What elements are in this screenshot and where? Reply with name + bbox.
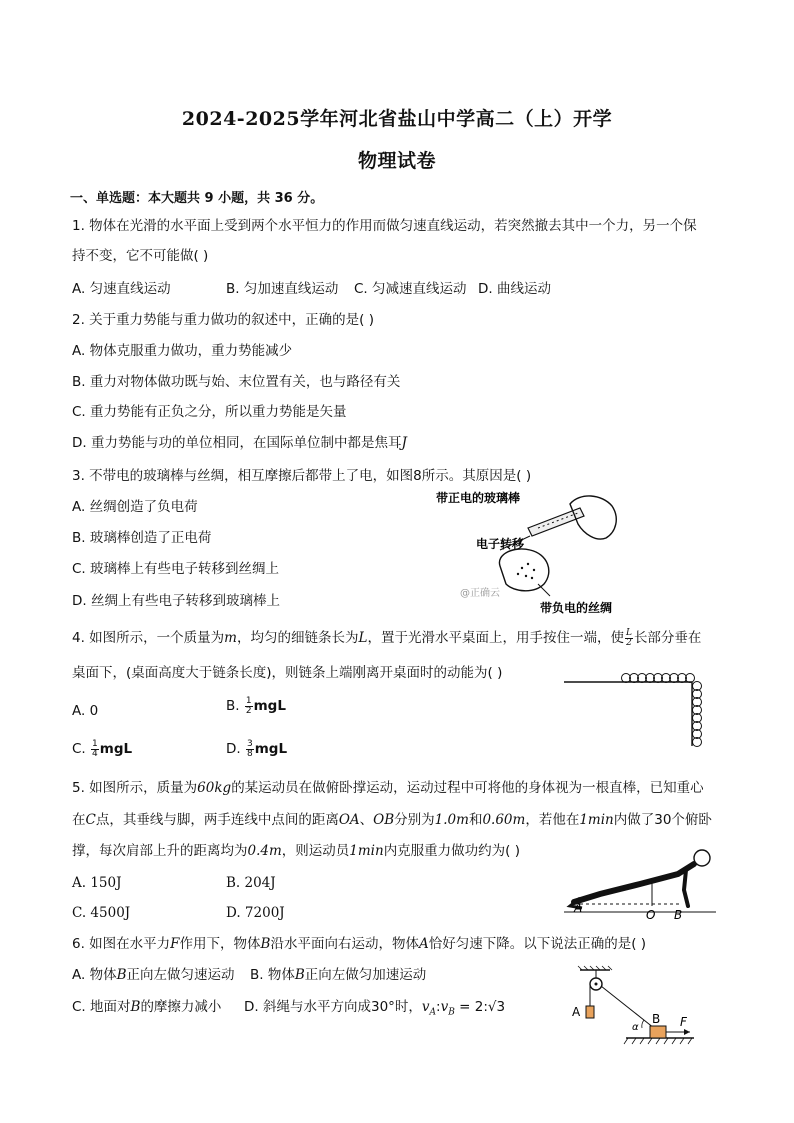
q3-option-d: D. 丝绸上有些电子转移到玻璃棒上 (72, 593, 280, 609)
block-a (586, 1006, 594, 1018)
q5-option-a: A. 150J (72, 875, 122, 891)
chain-hanging (693, 682, 702, 747)
left-hand-silk (499, 549, 548, 591)
q4-figure-chain (560, 668, 720, 748)
q4-fraction-half-L: $\frac{L}{2}$ (625, 627, 632, 648)
rope-b (601, 986, 654, 1028)
section-heading: 一、单选题：本大题共 9 小题，共 36 分。 (70, 191, 324, 206)
q5-stem-line3: 撑，每次肩部上升的距离均为0.4m，则运动员1min内克服重力做功约为( ) (72, 843, 521, 859)
q6-option-a: A. 物体B正向左做匀速运动 (72, 967, 235, 983)
q1-stem-line2: 持不变，它不可能做( ) (72, 248, 209, 264)
q2-option-d: D. 重力势能与功的单位相同，在国际单位制中都是焦耳J (72, 435, 407, 451)
exam-title-line1: 2024-2025学年河北省盐山中学高二（上）开学 (181, 108, 613, 130)
q1-stem-line1: 1. 物体在光滑的水平面上受到两个水平恒力的作用而做匀速直线运动，若突然撤去其中一个力，另一个保 (72, 218, 697, 234)
q1-option-d: D. 曲线运动 (478, 281, 551, 297)
athlete-body (574, 864, 694, 902)
q2-option-b: B. 重力对物体做功既与始、末位置有关，也与路径有关 (72, 374, 401, 390)
q4-option-d: D. $\frac{3}{8}$ mgL (226, 738, 288, 759)
q1-option-a: A. 匀速直线运动 (72, 281, 171, 297)
q3-option-c: C. 玻璃棒上有些电子转移到丝绸上 (72, 561, 280, 577)
q6-figure-pulley (566, 964, 706, 1046)
q1-option-c: C. 匀减速直线运动 (354, 281, 467, 297)
q5-option-b: B. 204J (226, 875, 276, 891)
q3-figure-glass-rod-silk (430, 488, 630, 616)
q3-watermark: @正确云 (460, 588, 500, 599)
label-alpha: α (632, 1022, 639, 1033)
q6-option-c: C. 地面对B的摩擦力减小 (72, 999, 222, 1015)
exam-title-line2: 物理试卷 (357, 150, 436, 172)
block-b (650, 1026, 666, 1038)
q6-option-b: B. 物体B正向左做匀加速运动 (250, 967, 427, 983)
label-block-a: A (572, 1005, 581, 1019)
label-block-b: B (652, 1012, 661, 1026)
label-a: A (574, 901, 583, 915)
q5-stem-line1: 5. 如图所示，质量为60kg的某运动员在做俯卧撑运动，运动过程中可将他的身体视为一根直棒，已知重心 (72, 780, 704, 796)
athlete-head (694, 850, 710, 866)
chain-horizontal (622, 674, 695, 683)
q3-option-a: A. 丝绸创造了负电荷 (72, 499, 198, 515)
q6-option-d: D. 斜绳与水平方向成30°时，$v_A:v_B$ = 2:√3 (244, 999, 506, 1018)
q5-stem-line2: 在C点，其垂线与脚，两手连线中点间的距离OA、OB分别为1.0m和0.60m，若他在1min内做了30个俯卧 (72, 812, 712, 828)
q5-option-d: D. 7200J (226, 905, 285, 921)
q3-label-silk: 带负电的丝绸 (540, 601, 613, 615)
q4-option-a: A. 0 (72, 703, 99, 719)
q1-option-b: B. 匀加速直线运动 (226, 281, 339, 297)
label-force-f: F (680, 1015, 687, 1029)
q3-label-rod: 带正电的玻璃棒 (436, 491, 521, 505)
q2-option-a: A. 物体克服重力做功，重力势能减少 (72, 343, 293, 359)
label-b: B (674, 908, 683, 920)
glass-rod (528, 508, 584, 536)
q3-label-transfer: 电子转移 (476, 537, 525, 551)
q3-stem: 3. 不带电的玻璃棒与丝绸，相互摩擦后都带上了电，如图8所示。其原因是( ) (72, 468, 532, 484)
q2-stem: 2. 关于重力势能与重力做功的叙述中，正确的是( ) (72, 312, 374, 328)
label-o: O (646, 908, 656, 920)
q4-stem-line2: 桌面下，(桌面高度大于链条长度)，则链条上端刚离开桌面时的动能为( ) (72, 665, 503, 681)
q4-stem-line1: 4. 如图所示，一个质量为m，均匀的细链条长为L，置于光滑水平桌面上，用手按住一端，使 $\frac{L}{2}$ 长部分垂在 (72, 627, 702, 648)
athlete-arm (684, 870, 688, 906)
q5-figure-pushup (560, 840, 720, 920)
q4-option-c: C. $\frac{1}{4}$ mgL (72, 738, 133, 759)
q2-option-c: C. 重力势能有正负之分，所以重力势能是矢量 (72, 404, 347, 420)
q6-stem: 6. 如图在水平力F作用下，物体B沿水平面向右运动，物体A恰好匀速下降。以下说法正确的是( ) (72, 936, 647, 952)
q4-option-b: B. $\frac{1}{2}$ mgL (226, 695, 286, 716)
q5-option-c: C. 4500J (72, 905, 131, 921)
q3-option-b: B. 玻璃棒创造了正电荷 (72, 530, 212, 546)
silk-pointer (538, 584, 550, 596)
